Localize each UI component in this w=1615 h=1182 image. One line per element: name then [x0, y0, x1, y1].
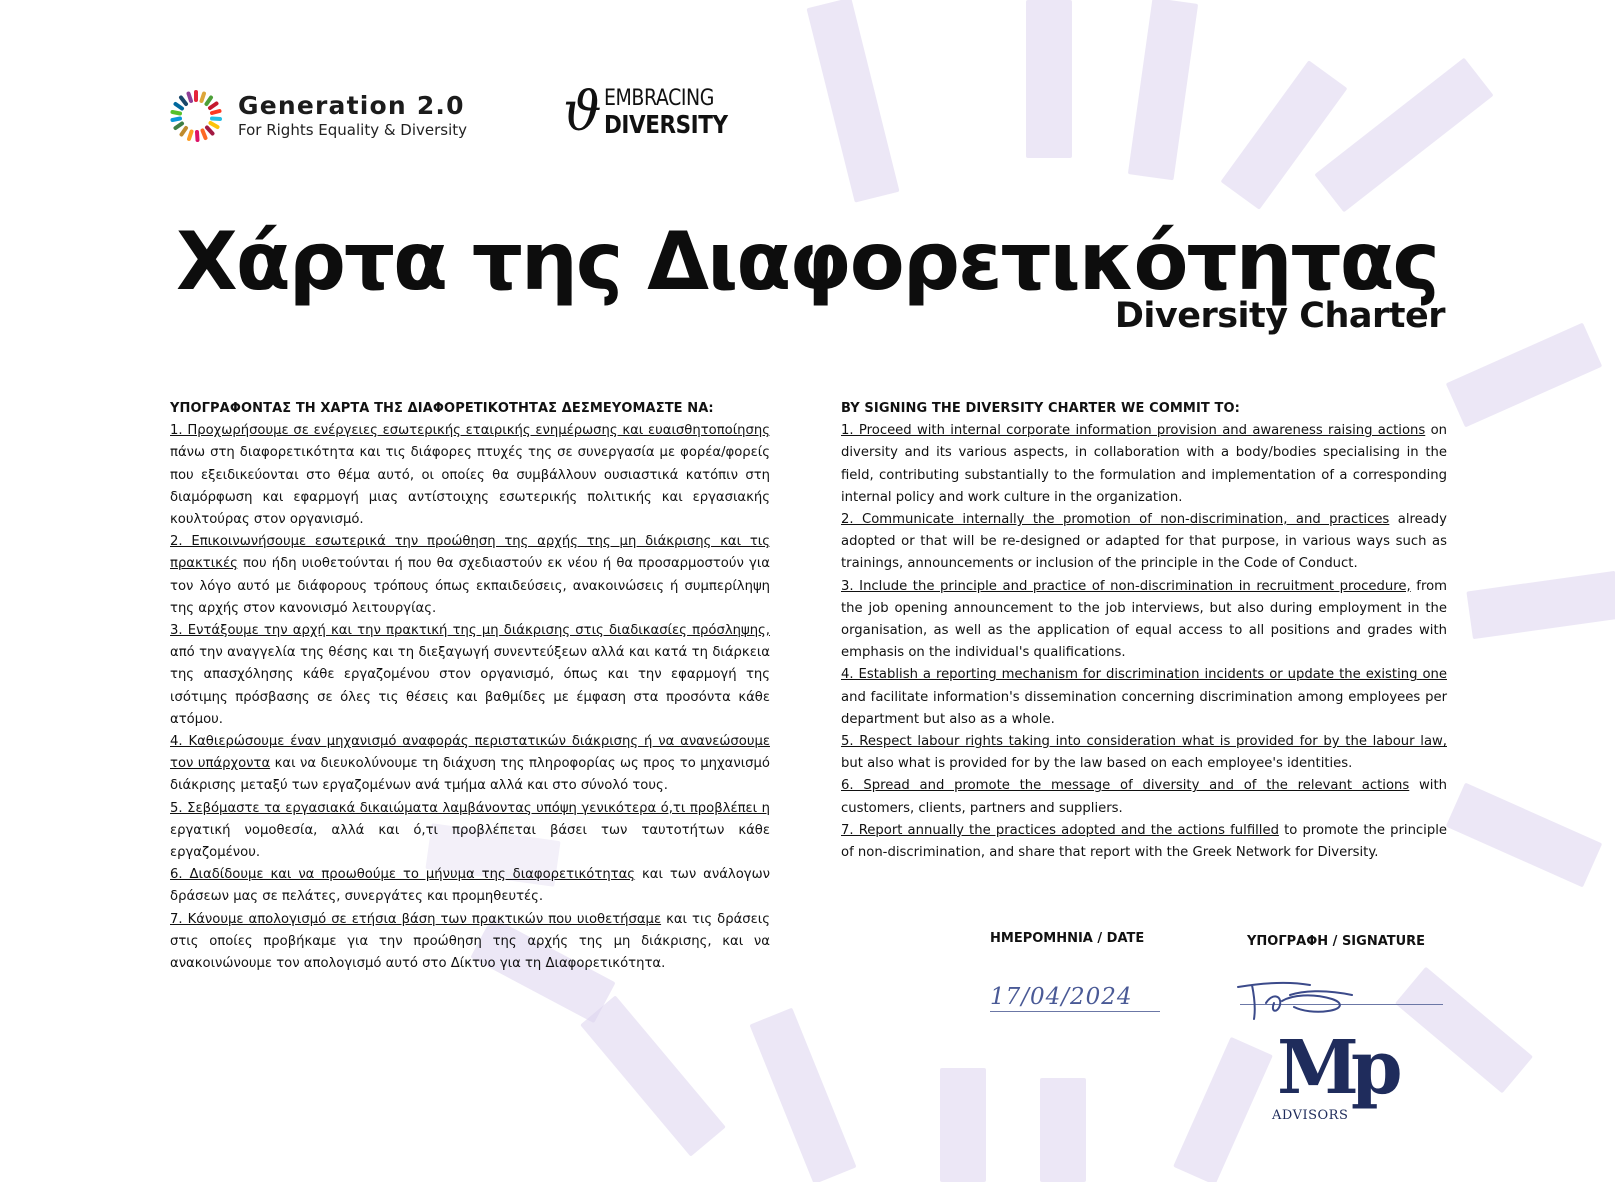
handwritten-signature-icon: [1232, 973, 1402, 1023]
decorative-stripe: [580, 995, 726, 1156]
english-item: 7. Report annually the practices adopted and the actions fulfilled to promote the principle of non-discrimination, and share that report with the Greek Network for Diversity.: [841, 822, 1447, 861]
greek-item: 2. Επικοινωνήσουμε εσωτερικά την προώθηση της αρχής της μη διάκρισης και τις πρακτικές που ήδη υιοθετούνται ή που θα σχεδιαστούν εκ νέου ή θα προσαρμοστούν για τον λόγο αυτό με διάφορους τρόπους όπως εκπαιδεύσεις, ανακοινώσεις ή συμπερίληψη της αρχής στον κανονισμό λειτουργίας.: [170, 534, 770, 616]
english-item: 1. Proceed with internal corporate information provision and awareness raising actions on diversity and its various aspects, in collaboration with a body/bodies specialising in the field, contributing substantially to the formulation and implementation of a corresponding internal policy and work culture in the organization.: [841, 423, 1447, 505]
embracing-diversity-logo: [563, 80, 747, 143]
title-english: Diversity Charter: [1114, 296, 1445, 336]
greek-item: 5. Σεβόμαστε τα εργασιακά δικαιώματα λαμβάνοντας υπόψη γενικότερα ό,τι προβλέπει η εργατική νομοθεσία, αλλά και ό,τι προβλέπεται βάσει των ταυτοτήτων κάθε εργαζομένου.: [170, 800, 770, 861]
decorative-stripe: [1314, 58, 1493, 213]
embracing-line1: EMBRACING: [603, 86, 714, 111]
decorative-stripe: [806, 0, 899, 203]
english-heading: BY SIGNING THE DIVERSITY CHARTER WE COMMIT TO:: [841, 401, 1240, 416]
decorative-stripe: [1446, 783, 1603, 888]
english-item: 4. Establish a reporting mechanism for discrimination incidents or update the existing one and facilitate information's dissemination concerning discrimination among employees per department but also as a whole.: [841, 667, 1447, 727]
mp-subtitle: ADVISORS: [1272, 1108, 1349, 1123]
generation-ring-icon: [168, 88, 224, 144]
greek-item: 6. Διαδίδουμε και να προωθούμε το μήνυμα της διαφορετικότητας και των ανάλογων δράσεων μας σε πελάτες, συνεργάτες και προμηθευτές.: [170, 867, 770, 905]
english-item: 5. Respect labour rights taking into consideration what is provided for by the labour law, but also what is provided for by the law based on each employee's identities.: [841, 734, 1447, 772]
signature-label: ΥΠΟΓΡΑΦΗ / SIGNATURE: [1247, 934, 1426, 949]
title-greek: Χάρτα της Διαφορετικότητας: [176, 215, 1438, 308]
greek-item: 3. Εντάξουμε την αρχή και την πρακτική της μη διάκρισης στις διαδικασίες πρόσληψης, από την αναγγελία της θέσης και τη διεξαγωγή συνεντεύξεων αλλά και κατά τη διάρκεια της απασχόλησης κάθε εργαζομένου στον οργανισμό, όπως και την εφαρμογή της ισότιμης πρόσβασης σε όλες τις θέσεις και βαθμίδες με έμφαση στα προσόντα κάθε ατόμου.: [170, 623, 770, 727]
decorative-stripe: [1466, 571, 1615, 639]
generation-title: Generation 2.0: [238, 91, 465, 120]
date-value: 17/04/2024: [990, 983, 1160, 1012]
decorative-stripe: [1395, 967, 1533, 1094]
greek-item: 7. Κάνουμε απολογισμό σε ετήσια βάση των πρακτικών που υιοθετήσαμε και τις δράσεις στις οποίες προβήκαμε για την προώθηση της αρχής της μη διάκρισης, και να ανακοινώνουμε τον απολογισμό αυτό στο Δίκτυο για τη Διαφορετικότητα.: [170, 911, 770, 972]
generation-logo: [168, 88, 467, 144]
greek-heading: ΥΠΟΓΡΑΦΟΝΤΑΣ ΤΗ ΧΑΡΤΑ ΤΗΣ ΔΙΑΦΟΡΕΤΙΚΟΤΗΤΑΣ ΔΕΣΜΕΥΟΜΑΣΤΕ ΝΑ:: [170, 401, 714, 416]
decorative-stripe: [1026, 0, 1072, 158]
decorative-stripe: [1128, 0, 1198, 180]
mp-letters: Mp: [1277, 1025, 1395, 1111]
english-item: 2. Communicate internally the promotion of non-discrimination, and practices already adopted or that will be re-designed or adapted for that purpose, in various ways such as trainings, announcements or inclusion of the principle in the Code of Conduct.: [841, 512, 1447, 572]
greek-column: [170, 398, 770, 975]
greek-item: 4. Καθιερώσουμε έναν μηχανισμό αναφοράς περιστατικών διάκρισης ή να ανανεώσουμε τον υπάρχοντα και να διευκολύνουμε τη διάχυση της πληροφορίας ως προς το μηχανισμό διάκρισης μεταξύ των εργαζομένων ανά τμήμα αλλά και στο σύνολό τους.: [170, 734, 770, 794]
mp-advisors-logo: [1272, 1025, 1395, 1123]
date-label: ΗΜΕΡΟΜΗΝΙΑ / DATE: [990, 931, 1145, 946]
decorative-stripe: [1446, 323, 1603, 428]
embracing-mark-icon: ϑ: [563, 80, 602, 143]
english-item: 6. Spread and promote the message of diversity and of the relevant actions with customers, clients, partners and suppliers.: [841, 778, 1448, 816]
generation-subtitle: For Rights Equality & Diversity: [238, 121, 468, 139]
english-item: 3. Include the principle and practice of non-discrimination in recruitment procedure, from the job opening announcement to the job interviews, but also during employment in the organisation, as well as the application of equal access to all positions and grades with emphasis on the individual's qualifications.: [841, 578, 1447, 661]
english-column: [841, 398, 1447, 864]
decorative-stripe: [1040, 1078, 1086, 1182]
decorative-stripe: [940, 1068, 986, 1182]
greek-item: 1. Προχωρήσουμε σε ενέργειες εσωτερικής εταιρικής ενημέρωσης και ευαισθητοποίησης πάνω στη διαφορετικότητα και τις διάφορες πτυχές της σε συνεργασία με φορέα/φορείς που εξειδικεύονται στο θέμα αυτό, οι οποίες θα συμβάλλουν ουσιαστικά κατόπιν στη διαμόρφωση και εφαρμογή μιας αντίστοιχης εσωτερικής πολιτικής και εργασιακής κουλτούρας στον οργανισμό.: [170, 423, 770, 528]
decorative-stripe: [1173, 1037, 1273, 1182]
decorative-stripe: [749, 1008, 856, 1182]
embracing-line2: DIVERSITY: [603, 110, 728, 139]
